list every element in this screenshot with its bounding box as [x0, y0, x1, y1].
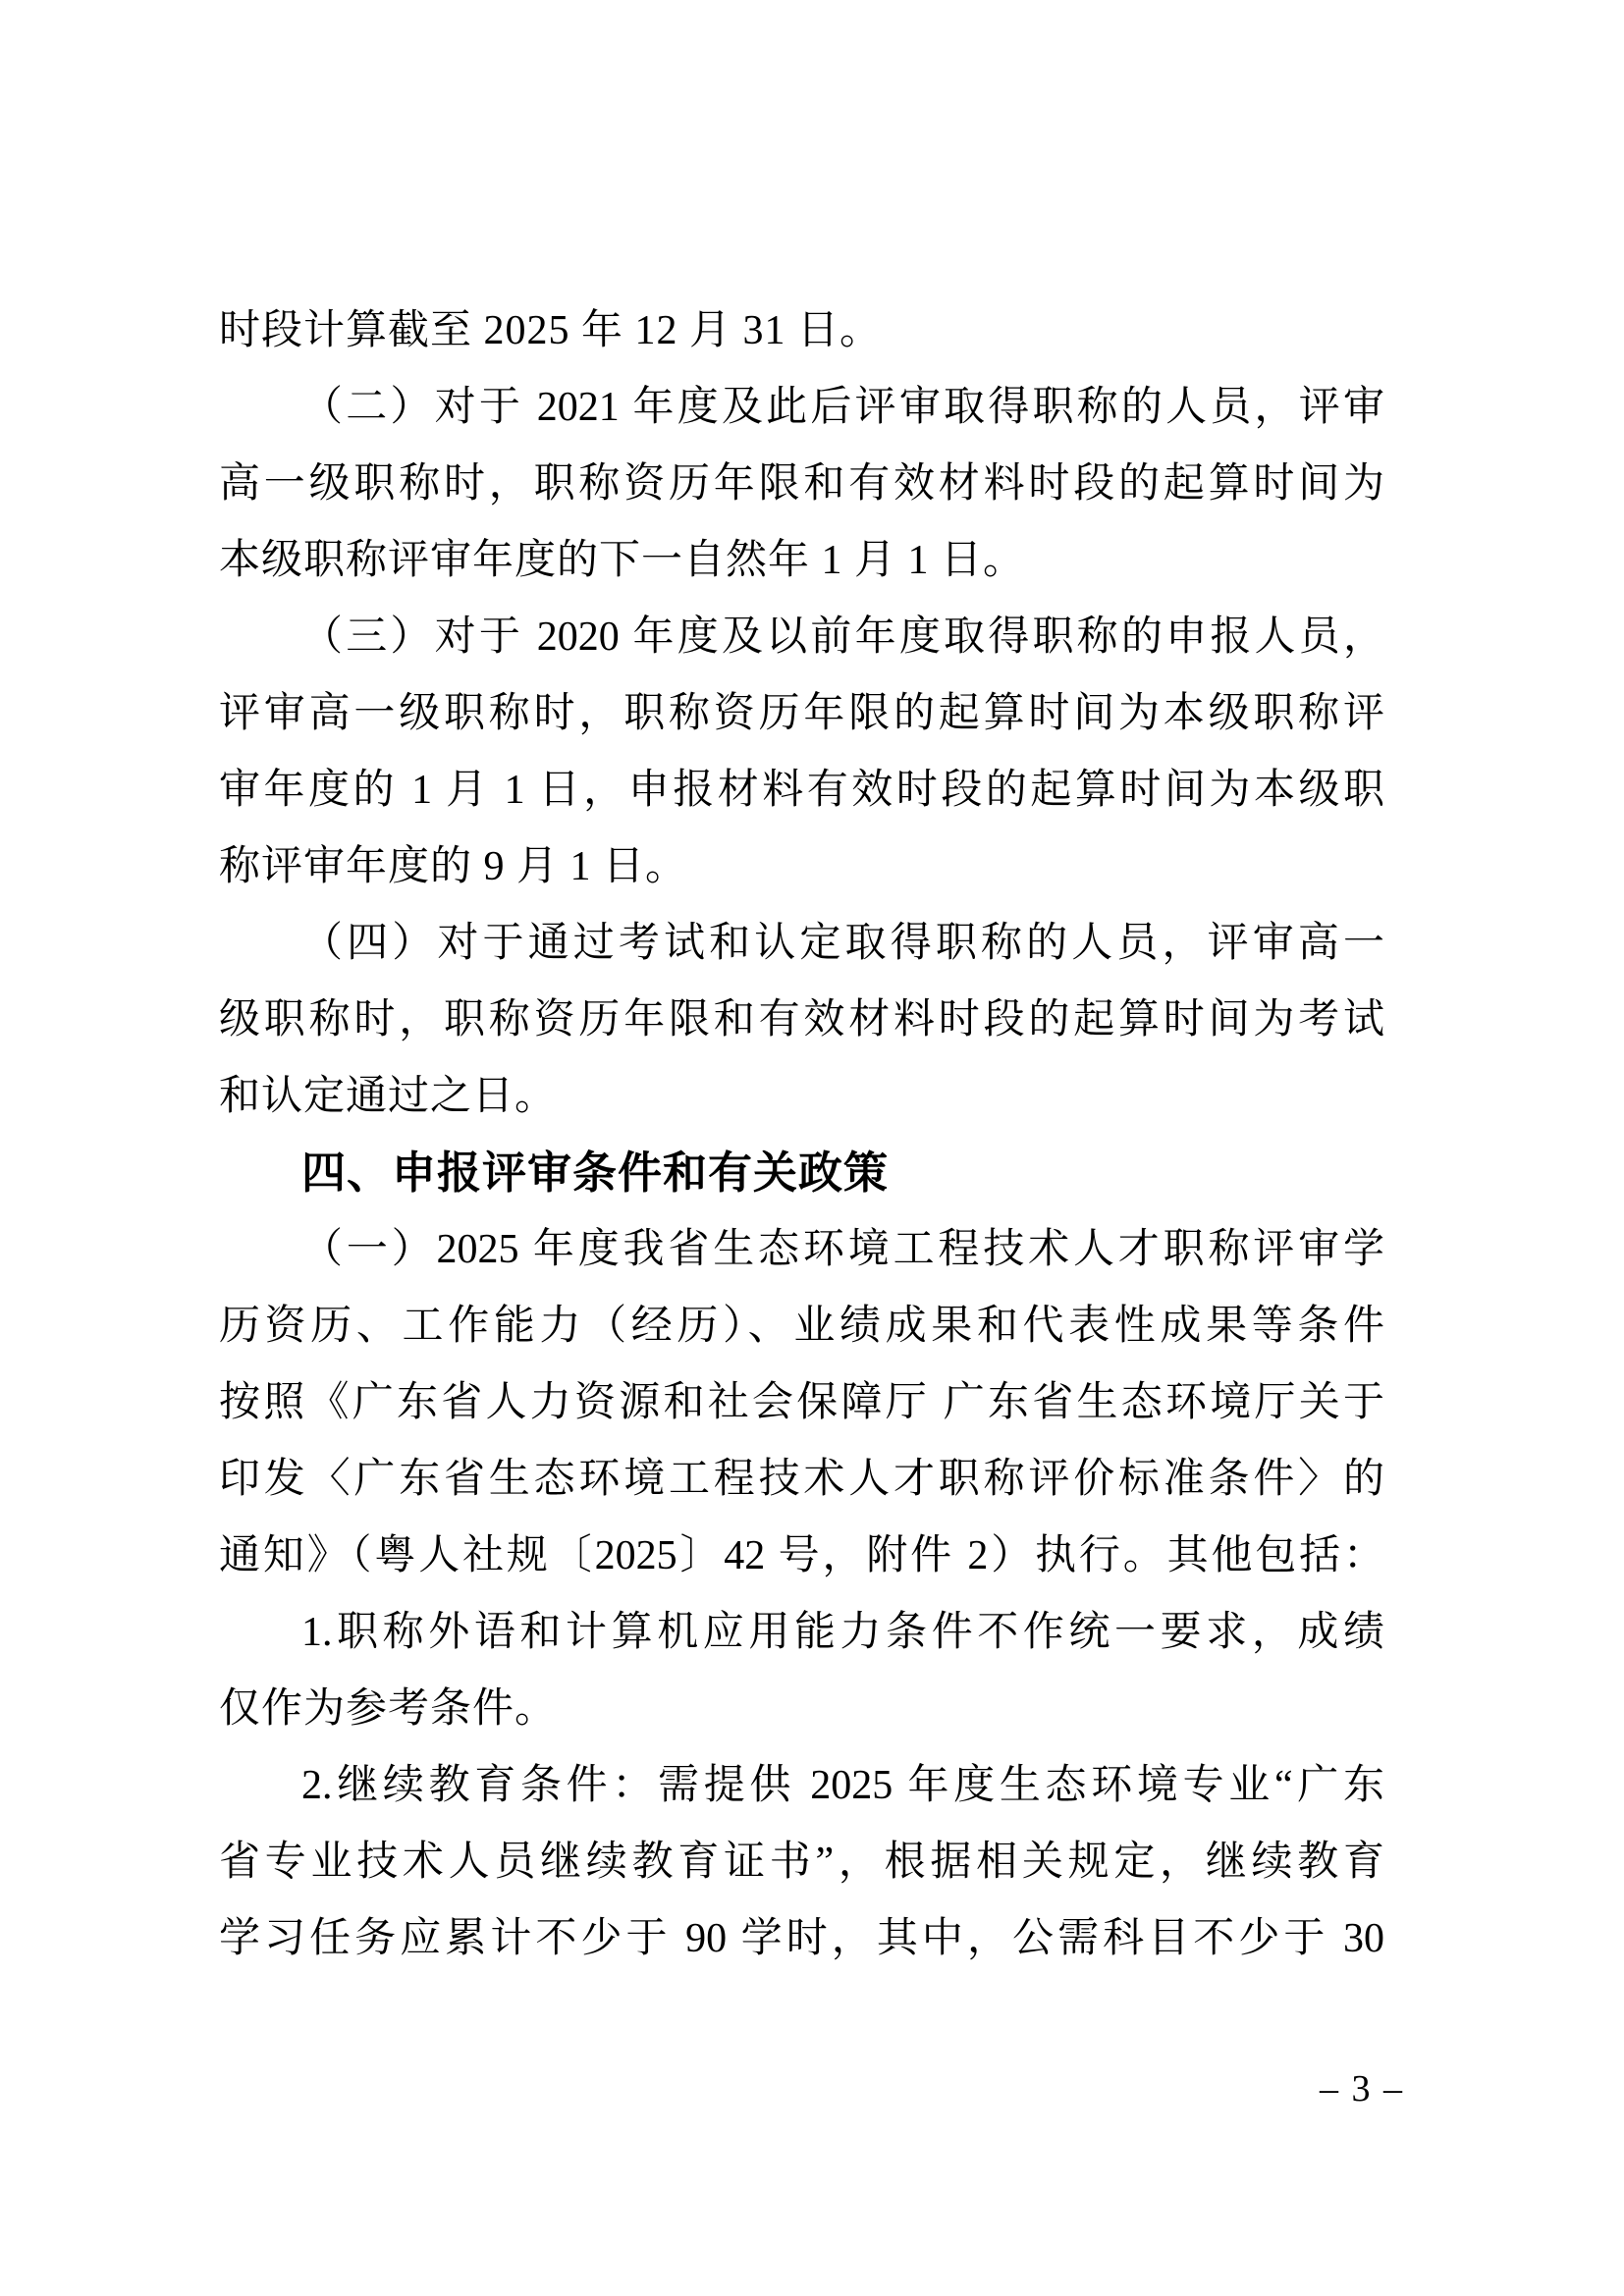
body-line: 学习任务应累计不少于 90 学时，其中，公需科目不少于 30	[219, 1916, 1384, 1961]
body-line: 高一级职称时，职称资历年限和有效材料时段的起算时间为	[219, 461, 1384, 507]
body-line: 级职称时，职称资历年限和有效材料时段的起算时间为考试	[219, 997, 1384, 1042]
body-line: 审年度的 1 月 1 日，申报材料有效时段的起算时间为本级职	[219, 768, 1384, 813]
body-line: （二）对于 2021 年度及此后评审取得职称的人员，评审	[301, 385, 1384, 430]
paragraph	[219, 369, 1384, 599]
paragraph	[219, 1211, 1384, 1594]
paragraph	[219, 599, 1384, 905]
section-heading: 四、申报评审条件和有关政策	[301, 1148, 890, 1198]
body-line: （三）对于 2020 年度及以前年度取得职称的申报人员，	[301, 614, 1384, 660]
paragraph	[219, 905, 1384, 1135]
body-line: 按照《广东省人力资源和社会保障厅 广东省生态环境厅关于	[219, 1380, 1384, 1425]
paragraph	[219, 1135, 1384, 1211]
body-line: 印发〈广东省生态环境工程技术人才职称评价标准条件〉的	[219, 1457, 1384, 1502]
body-line: 称评审年度的 9 月 1 日。	[219, 844, 688, 889]
body-line: 历资历、工作能力（经历）、业绩成果和代表性成果等条件	[219, 1304, 1384, 1349]
body-line: 时段计算截至 2025 年 12 月 31 日。	[219, 308, 883, 353]
body-line: 通知》（粤人社规〔2025〕42 号，附件 2）执行。其他包括：	[219, 1533, 1384, 1578]
body-line: 和认定通过之日。	[219, 1074, 558, 1119]
paragraph	[219, 1594, 1384, 1747]
paragraph	[219, 293, 1384, 369]
page-number: – 3 –	[1320, 2068, 1404, 2109]
body-line: 1.职称外语和计算机应用能力条件不作统一要求，成绩	[301, 1610, 1384, 1655]
paragraph	[219, 1747, 1384, 1977]
body-line: 2.继续教育条件：需提供 2025 年度生态环境专业“广东	[301, 1763, 1384, 1808]
body-line: 仅作为参考条件。	[219, 1686, 558, 1732]
body-line: （一）2025 年度我省生态环境工程技术人才职称评审学	[301, 1227, 1384, 1272]
document-body	[219, 293, 1384, 1977]
body-line: （四）对于通过考试和认定取得职称的人员，评审高一	[301, 921, 1384, 966]
body-line: 本级职称评审年度的下一自然年 1 月 1 日。	[219, 538, 1026, 583]
body-line: 评审高一级职称时，职称资历年限的起算时间为本级职称评	[219, 691, 1384, 736]
body-line: 省专业技术人员继续教育证书”，根据相关规定，继续教育	[219, 1840, 1384, 1885]
